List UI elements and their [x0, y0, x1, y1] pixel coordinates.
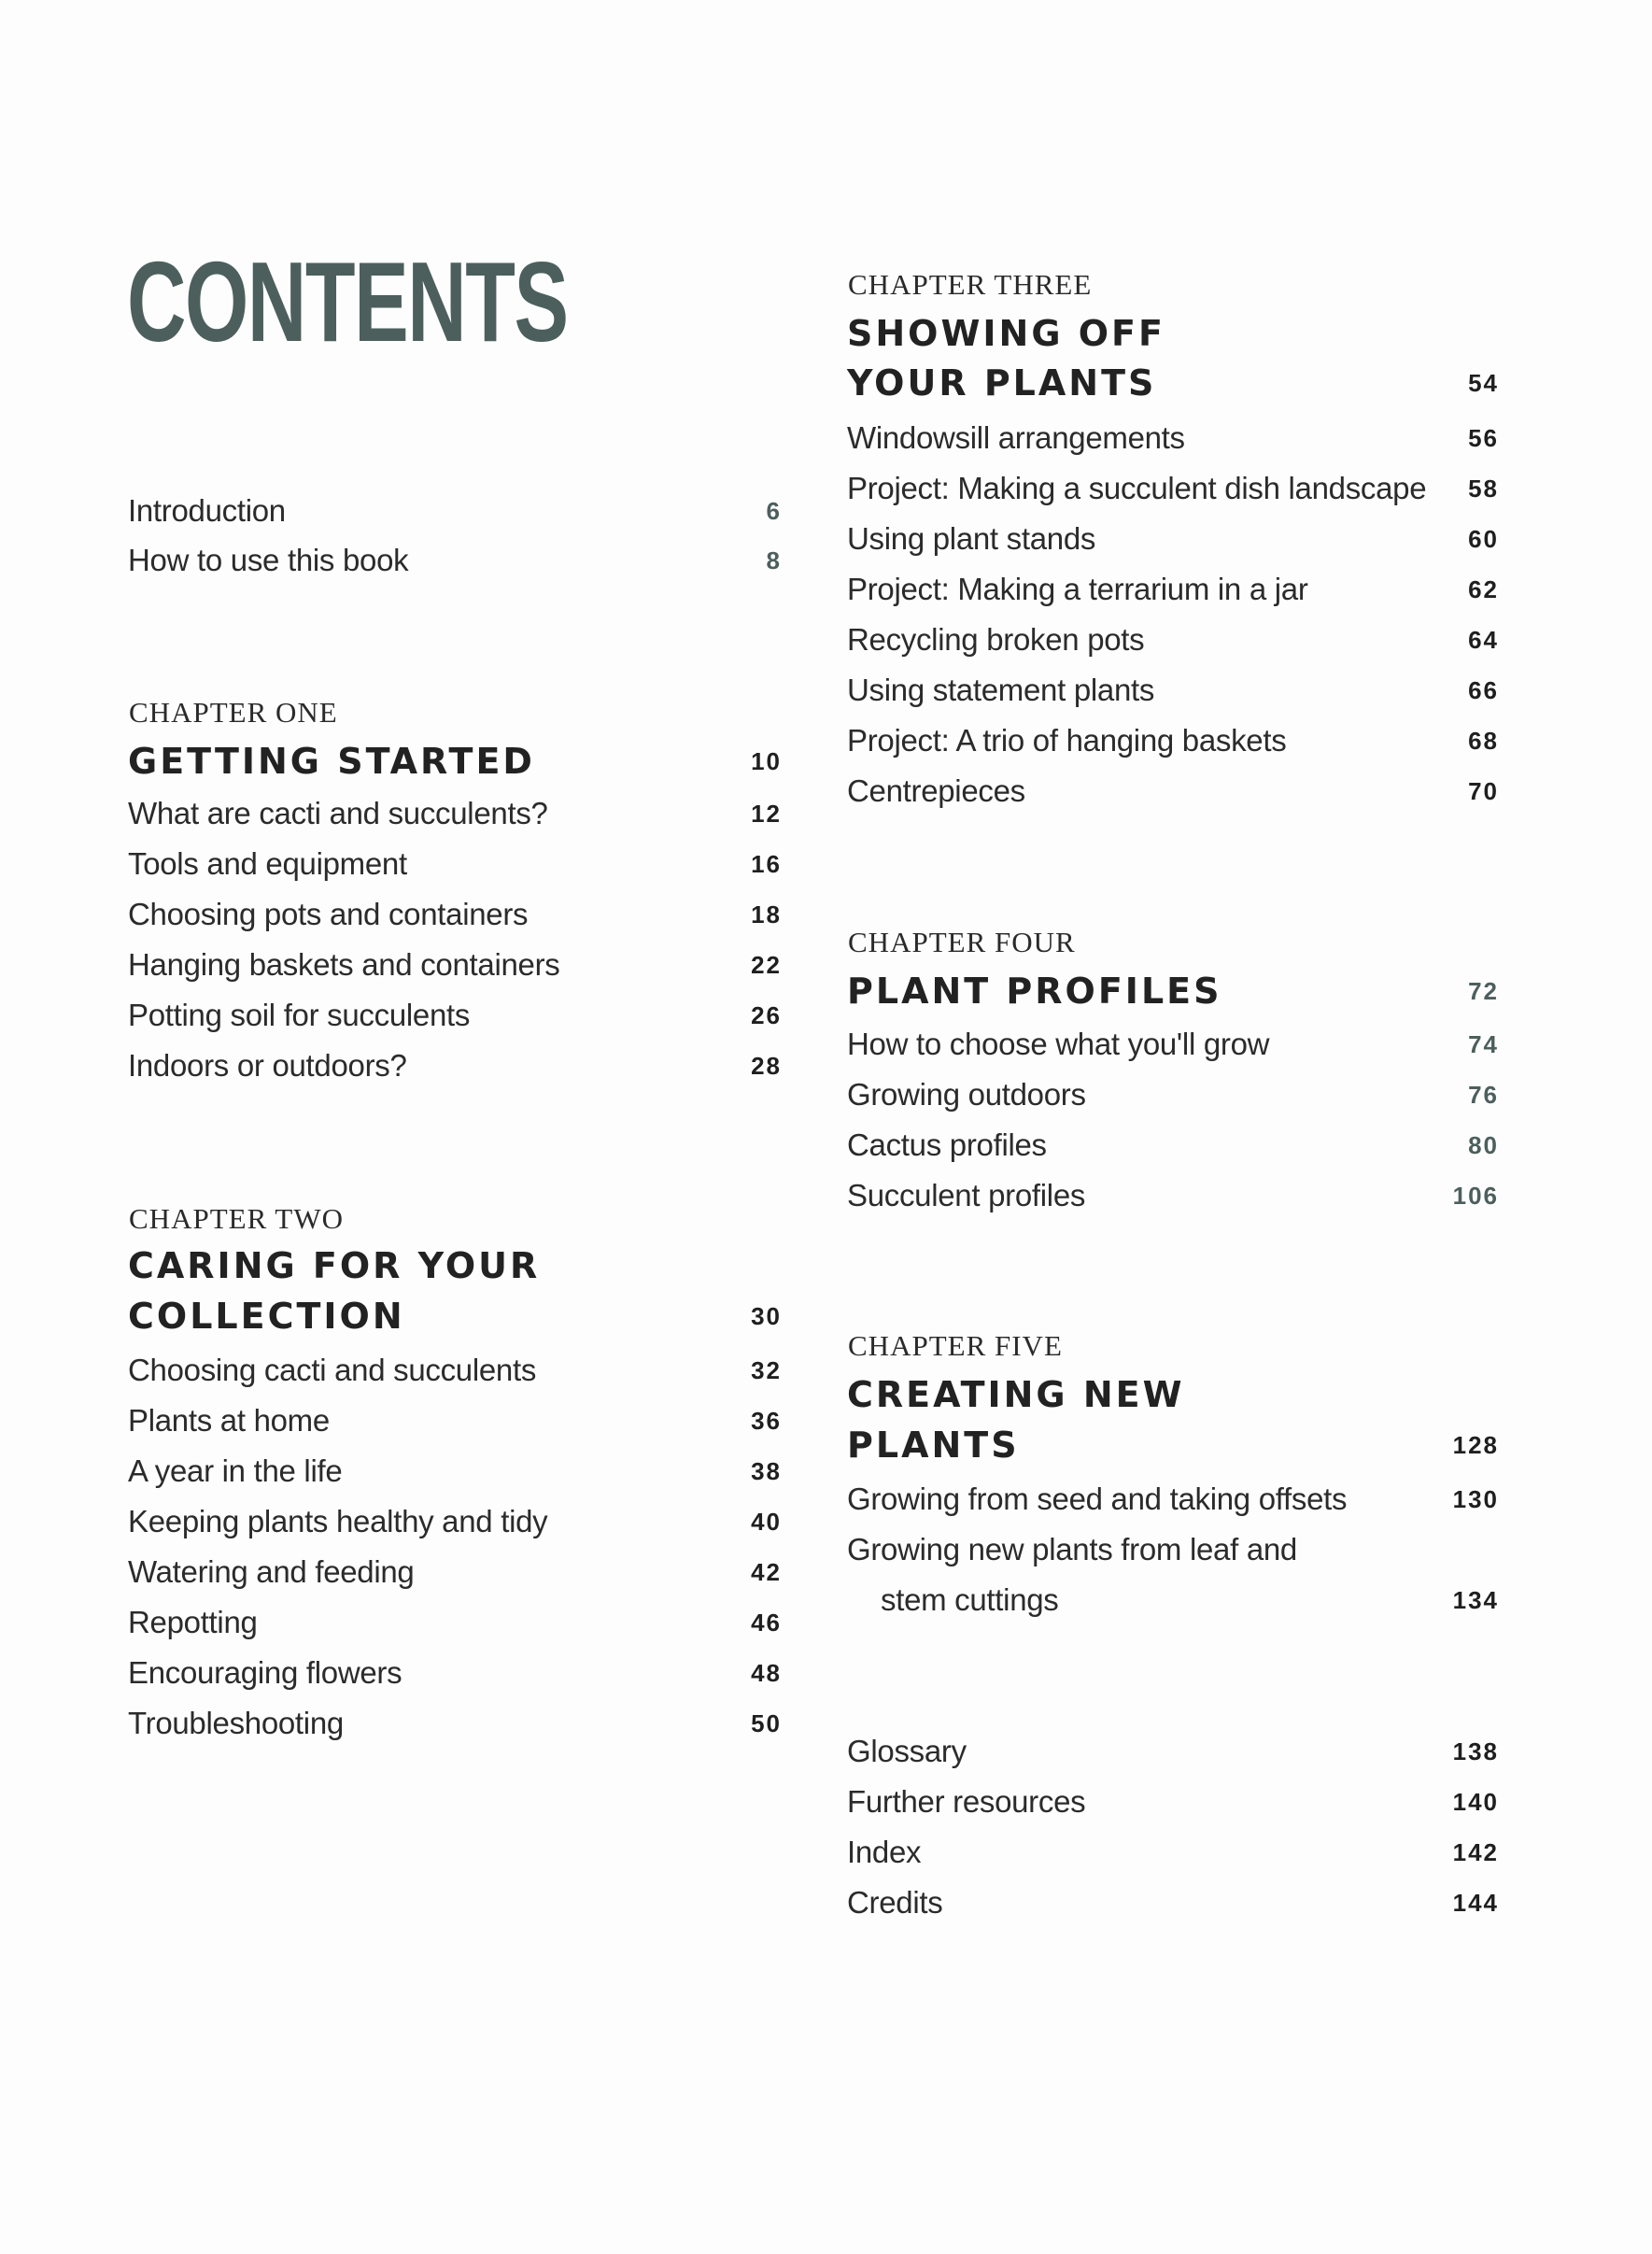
toc-entry[interactable] — [128, 1496, 782, 1547]
toc-entry[interactable] — [847, 615, 1499, 665]
entry-label: Using statement plants — [847, 673, 1155, 707]
entry-label: Succulent profiles — [847, 1178, 1086, 1212]
toc-entry[interactable] — [847, 1474, 1499, 1524]
entry-label: Hanging baskets and containers — [128, 947, 560, 982]
toc-entry[interactable] — [128, 1291, 782, 1341]
toc-entry[interactable] — [847, 665, 1499, 716]
toc-entry[interactable] — [847, 308, 1499, 359]
entry-label: A year in the life — [128, 1453, 343, 1488]
entry-label: Credits — [847, 1885, 943, 1920]
entry-label: Windowsill arrangements — [847, 420, 1185, 455]
page-number: 106 — [1452, 1181, 1499, 1210]
chapter-title: GETTING STARTED — [128, 741, 535, 782]
toc-entry[interactable] — [128, 1698, 782, 1749]
chapter-number: CHAPTER FIVE — [848, 1329, 1063, 1362]
entry-label: Indoors or outdoors? — [128, 1048, 407, 1083]
chapter-number: CHAPTER TWO — [129, 1202, 345, 1235]
toc-entry[interactable] — [847, 1524, 1499, 1575]
toc-entry[interactable] — [847, 716, 1499, 766]
toc-entry[interactable] — [128, 535, 782, 586]
entry-label: Keeping plants healthy and tidy — [128, 1504, 548, 1538]
toc-entry[interactable] — [128, 990, 782, 1041]
page-number: 80 — [1468, 1130, 1499, 1159]
page-number: 134 — [1452, 1585, 1499, 1614]
toc-entry[interactable] — [847, 1170, 1499, 1221]
toc-entry[interactable] — [847, 766, 1499, 816]
page-number: 60 — [1468, 524, 1499, 553]
page-number: 72 — [1468, 976, 1499, 1005]
chapter-title: YOUR PLANTS — [847, 362, 1157, 404]
toc-entry[interactable] — [128, 1648, 782, 1698]
chapter-number: CHAPTER THREE — [848, 268, 1093, 301]
chapter-title: CARING FOR YOUR — [128, 1245, 541, 1286]
page-number: 64 — [1468, 625, 1499, 654]
toc-entry[interactable] — [847, 1420, 1499, 1470]
page-number: 58 — [1468, 474, 1499, 503]
page-number: 76 — [1468, 1080, 1499, 1109]
toc-entry[interactable] — [128, 788, 782, 839]
toc-entry[interactable] — [847, 1019, 1499, 1070]
page-number: 28 — [751, 1051, 782, 1080]
toc-entry[interactable] — [847, 1777, 1499, 1827]
toc-entry[interactable] — [847, 1070, 1499, 1120]
entry-label: Centrepieces — [847, 773, 1025, 808]
toc-entry[interactable] — [847, 1120, 1499, 1170]
toc-entry[interactable] — [847, 413, 1499, 463]
toc-entry[interactable] — [128, 486, 782, 536]
page-number: 6 — [766, 496, 782, 525]
page-number: 30 — [751, 1301, 782, 1330]
page-number: 130 — [1452, 1484, 1499, 1513]
toc-entry[interactable] — [128, 1547, 782, 1597]
entry-label: Choosing cacti and succulents — [128, 1353, 537, 1387]
page-number: 42 — [751, 1557, 782, 1586]
page-number: 142 — [1452, 1837, 1499, 1866]
page-number: 32 — [751, 1355, 782, 1384]
page-number: 140 — [1452, 1787, 1499, 1816]
entry-label: How to use this book — [128, 543, 409, 577]
entry-label: How to choose what you'll grow — [847, 1027, 1270, 1061]
page-number: 10 — [751, 746, 782, 775]
page-number: 26 — [751, 1000, 782, 1029]
entry-label: Growing from seed and taking offsets — [847, 1481, 1348, 1516]
toc-entry[interactable] — [128, 839, 782, 889]
toc-entry[interactable] — [847, 1575, 1499, 1625]
toc-entry[interactable] — [847, 1369, 1499, 1420]
toc-entry[interactable] — [847, 358, 1499, 408]
page-number: 62 — [1468, 574, 1499, 603]
chapter-title: PLANTS — [847, 1425, 1020, 1466]
entry-label: stem cuttings — [881, 1582, 1059, 1617]
page-number: 138 — [1452, 1737, 1499, 1765]
toc-entry[interactable] — [128, 1345, 782, 1396]
toc-entry[interactable] — [847, 1726, 1499, 1777]
entry-label: Troubleshooting — [128, 1706, 344, 1740]
toc-entry[interactable] — [847, 1827, 1499, 1878]
page-number: 12 — [751, 799, 782, 828]
chapter-title: CREATING NEW — [847, 1374, 1185, 1415]
entry-label: Watering and feeding — [128, 1554, 415, 1589]
toc-entry[interactable] — [847, 1878, 1499, 1928]
toc-entry[interactable] — [847, 514, 1499, 564]
page-number: 8 — [766, 546, 782, 574]
toc-entry[interactable] — [128, 940, 782, 990]
chapter-number: CHAPTER FOUR — [848, 926, 1076, 958]
entry-label: Tools and equipment — [128, 846, 407, 881]
entry-label: Project: Making a succulent dish landscape — [847, 471, 1427, 505]
chapter-title: COLLECTION — [128, 1296, 405, 1337]
page-number: 46 — [751, 1608, 782, 1637]
toc-entry[interactable] — [128, 1041, 782, 1091]
entry-label: Plants at home — [128, 1403, 330, 1438]
page-number: 36 — [751, 1406, 782, 1435]
toc-entry[interactable] — [128, 1396, 782, 1446]
entry-label: Index — [847, 1835, 922, 1869]
toc-entry[interactable] — [847, 966, 1499, 1016]
entry-label: Repotting — [128, 1605, 258, 1639]
entry-label: Growing outdoors — [847, 1077, 1086, 1112]
page-number: 56 — [1468, 423, 1499, 452]
entry-label: Recycling broken pots — [847, 622, 1145, 657]
toc-entry[interactable] — [128, 1240, 782, 1291]
page-number: 22 — [751, 950, 782, 979]
page-number: 66 — [1468, 675, 1499, 704]
toc-entry[interactable] — [847, 564, 1499, 615]
page-number: 50 — [751, 1708, 782, 1737]
entry-label: Using plant stands — [847, 521, 1096, 556]
entry-label: Glossary — [847, 1734, 967, 1768]
page-number: 68 — [1468, 726, 1499, 755]
page-title: CONTENTS — [127, 238, 568, 365]
entry-label: Encouraging flowers — [128, 1655, 402, 1690]
toc-entry[interactable] — [128, 1446, 782, 1496]
page-number: 54 — [1468, 368, 1499, 397]
page-number: 40 — [751, 1507, 782, 1536]
page-number: 144 — [1452, 1888, 1499, 1917]
toc-entry[interactable] — [128, 889, 782, 940]
page-number: 38 — [751, 1456, 782, 1485]
page-number: 70 — [1468, 776, 1499, 805]
chapter-title: SHOWING OFF — [847, 313, 1165, 354]
chapter-number: CHAPTER ONE — [129, 696, 338, 729]
chapter-title: PLANT PROFILES — [847, 971, 1222, 1012]
entry-label: Introduction — [128, 493, 286, 528]
toc-entry[interactable] — [847, 463, 1499, 514]
page-number: 74 — [1468, 1029, 1499, 1058]
entry-label: Potting soil for succulents — [128, 998, 471, 1032]
page-number: 18 — [751, 900, 782, 929]
toc-entry[interactable] — [128, 736, 782, 787]
entry-label: Further resources — [847, 1784, 1086, 1819]
page-number: 128 — [1452, 1430, 1499, 1459]
entry-label: Project: A trio of hanging baskets — [847, 723, 1287, 758]
entry-label: Growing new plants from leaf and — [847, 1532, 1297, 1566]
entry-label: Cactus profiles — [847, 1127, 1047, 1162]
page-number: 16 — [751, 849, 782, 878]
entry-label: Project: Making a terrarium in a jar — [847, 572, 1308, 606]
entry-label: What are cacti and succulents? — [128, 796, 548, 830]
entry-label: Choosing pots and containers — [128, 897, 529, 931]
toc-entry[interactable] — [128, 1597, 782, 1648]
page-number: 48 — [751, 1658, 782, 1687]
